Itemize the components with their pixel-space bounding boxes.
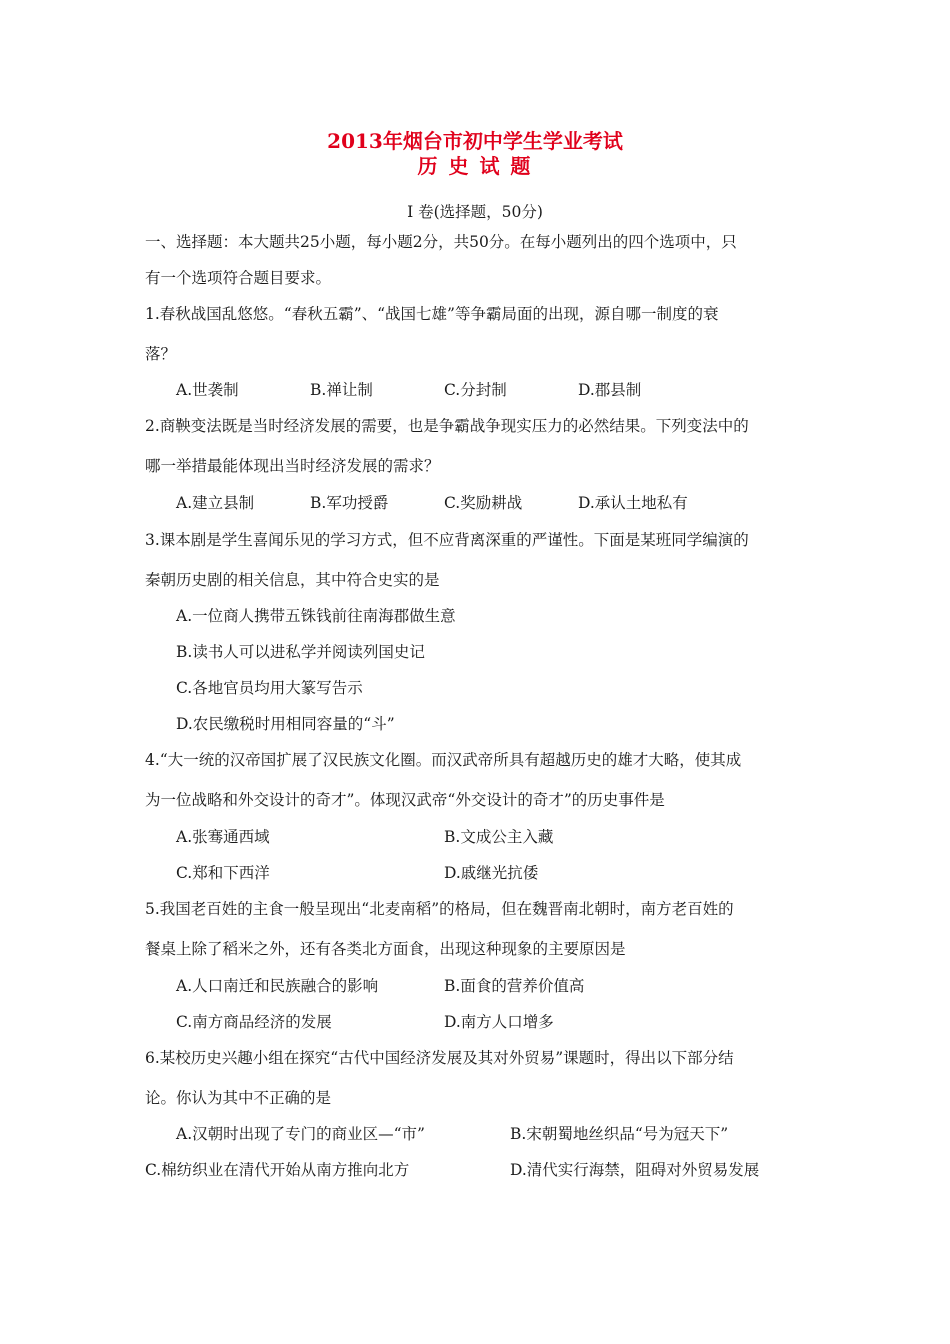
question-stem: 为一位战略和外交设计的奇才”。体现汉武帝“外交设计的奇才”的历史事件是 — [145, 791, 665, 809]
question-stem: 落？ — [145, 345, 177, 363]
question-stem: 6.某校历史兴趣小组在探究“古代中国经济发展及其对外贸易”课题时，得出以下部分结 — [145, 1049, 734, 1067]
instructions-line: 有一个选项符合题目要求。 — [145, 269, 332, 287]
option-b: B.文成公主入藏 — [444, 828, 554, 846]
option-d: D.戚继光抗倭 — [444, 864, 539, 882]
exam-title-sub: 历 史 试 题 — [417, 154, 533, 178]
option-d: D.清代实行海禁，阻碍对外贸易发展 — [510, 1161, 760, 1179]
option-a: A.建立县制 — [176, 494, 255, 512]
option-d: D.承认土地私有 — [578, 494, 688, 512]
question-stem: 5.我国老百姓的主食一般呈现出“北麦南稻”的格局，但在魏晋南北朝时，南方老百姓的 — [145, 900, 734, 918]
option-c: C.棉纺织业在清代开始从南方推向北方 — [145, 1161, 410, 1179]
question-stem: 3.课本剧是学生喜闻乐见的学习方式，但不应背离深重的严谨性。下面是某班同学编演的 — [145, 531, 749, 549]
option-c: C.各地官员均用大篆写告示 — [176, 679, 363, 697]
question-stem: 哪一举措最能体现出当时经济发展的需求？ — [145, 457, 440, 475]
question-stem: 2.商鞅变法既是当时经济发展的需要，也是争霸战争现实压力的必然结果。下列变法中的 — [145, 417, 749, 435]
option-d: D.南方人口增多 — [444, 1013, 554, 1031]
question-stem: 论。你认为其中不正确的是 — [145, 1089, 332, 1107]
option-d: D.农民缴税时用相同容量的“斗” — [176, 715, 395, 733]
question-stem: 秦朝历史剧的相关信息，其中符合史实的是 — [145, 571, 440, 589]
option-c: C.分封制 — [444, 381, 507, 399]
section-heading: Ⅰ 卷(选择题，50分) — [407, 203, 543, 221]
option-b: B.军功授爵 — [310, 494, 389, 512]
option-c: C.奖励耕战 — [444, 494, 523, 512]
option-b: B.禅让制 — [310, 381, 373, 399]
option-a: A.世袭制 — [176, 381, 239, 399]
option-a: A.人口南迁和民族融合的影响 — [176, 977, 379, 995]
question-stem: 1.春秋战国乱悠悠。“春秋五霸”、“战国七雄”等争霸局面的出现，源自哪一制度的衰 — [145, 305, 719, 323]
option-b: B.读书人可以进私学并阅读列国史记 — [176, 643, 425, 661]
option-c: C.南方商品经济的发展 — [176, 1013, 332, 1031]
instructions-line: 一、选择题：本大题共25小题，每小题2分，共50分。在每小题列出的四个选项中，只 — [145, 233, 737, 251]
option-b: B.宋朝蜀地丝织品“号为冠天下” — [510, 1125, 729, 1143]
option-b: B.面食的营养价值高 — [444, 977, 585, 995]
option-d: D.郡县制 — [578, 381, 642, 399]
question-stem: 餐桌上除了稻米之外，还有各类北方面食，出现这种现象的主要原因是 — [145, 940, 626, 958]
option-c: C.郑和下西洋 — [176, 864, 270, 882]
exam-title-main: 2013年烟台市初中学生学业考试 — [327, 129, 623, 153]
question-stem: 4.“大一统的汉帝国扩展了汉民族文化圈。而汉武帝所具有超越历史的雄才大略，使其成 — [145, 751, 742, 769]
option-a: A.汉朝时出现了专门的商业区—“市” — [176, 1125, 425, 1143]
option-a: A.一位商人携带五铢钱前往南海郡做生意 — [176, 607, 456, 625]
option-a: A.张骞通西域 — [176, 828, 270, 846]
